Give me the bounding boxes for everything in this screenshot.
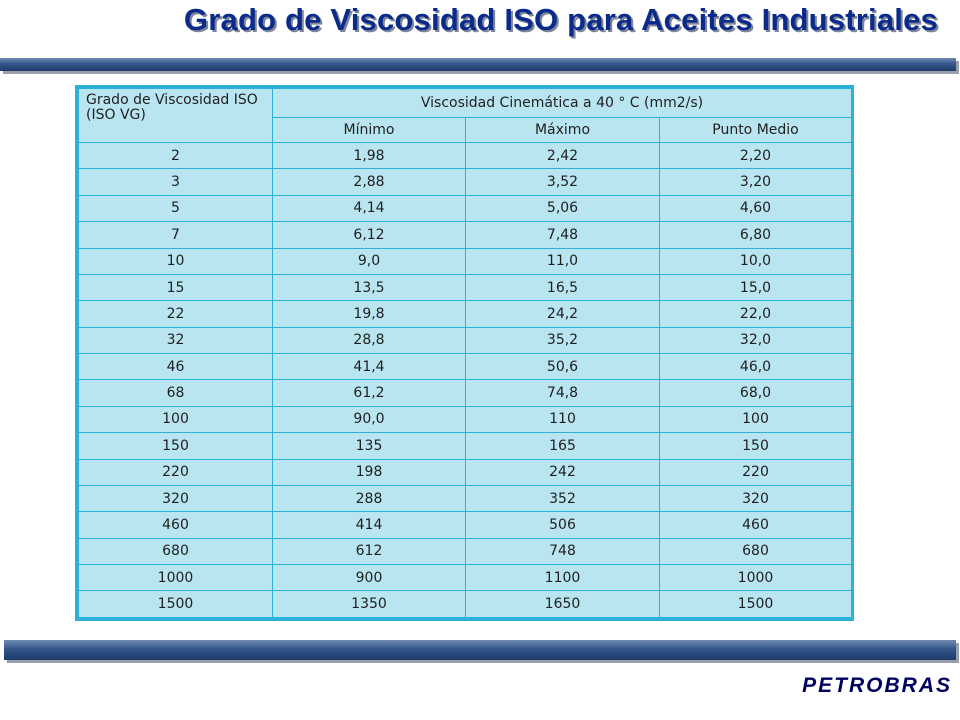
table-row — [79, 301, 852, 327]
cell-grade: 3 — [79, 169, 273, 195]
table-row — [79, 433, 852, 459]
cell-grade: 680 — [79, 538, 273, 564]
table-row — [79, 538, 852, 564]
cell-grade: 1500 — [79, 591, 273, 618]
cell-midpoint: 150 — [660, 433, 852, 459]
cell-maximum: 110 — [466, 406, 660, 432]
table-row — [79, 195, 852, 221]
cell-grade: 10 — [79, 248, 273, 274]
viscosity-table-container — [75, 85, 854, 621]
cell-minimum: 900 — [273, 565, 466, 591]
cell-minimum: 28,8 — [273, 327, 466, 353]
cell-midpoint: 1500 — [660, 591, 852, 618]
table-row — [79, 274, 852, 300]
header-midpoint: Punto Medio — [660, 118, 852, 143]
cell-minimum: 135 — [273, 433, 466, 459]
cell-maximum: 242 — [466, 459, 660, 485]
cell-maximum: 11,0 — [466, 248, 660, 274]
cell-maximum: 24,2 — [466, 301, 660, 327]
cell-minimum: 61,2 — [273, 380, 466, 406]
cell-maximum: 1650 — [466, 591, 660, 618]
cell-midpoint: 1000 — [660, 565, 852, 591]
cell-maximum: 3,52 — [466, 169, 660, 195]
cell-midpoint: 460 — [660, 512, 852, 538]
table-row — [79, 406, 852, 432]
table-row — [79, 512, 852, 538]
cell-grade: 22 — [79, 301, 273, 327]
slide-title: Grado de Viscosidad ISO para Aceites Industriales — [183, 2, 938, 37]
cell-midpoint: 100 — [660, 406, 852, 432]
cell-minimum: 90,0 — [273, 406, 466, 432]
cell-grade: 2 — [79, 143, 273, 169]
cell-midpoint: 46,0 — [660, 354, 852, 380]
cell-grade: 7 — [79, 222, 273, 248]
table-row — [79, 143, 852, 169]
cell-grade: 460 — [79, 512, 273, 538]
cell-grade: 32 — [79, 327, 273, 353]
cell-maximum: 1100 — [466, 565, 660, 591]
cell-maximum: 506 — [466, 512, 660, 538]
cell-minimum: 612 — [273, 538, 466, 564]
cell-midpoint: 6,80 — [660, 222, 852, 248]
cell-maximum: 16,5 — [466, 274, 660, 300]
table-row — [79, 459, 852, 485]
header-kinematic-viscosity: Viscosidad Cinemática a 40 ° C (mm2/s) — [273, 89, 852, 118]
cell-maximum: 50,6 — [466, 354, 660, 380]
bottom-divider-bar — [4, 640, 956, 660]
cell-minimum: 6,12 — [273, 222, 466, 248]
cell-maximum: 35,2 — [466, 327, 660, 353]
cell-grade: 5 — [79, 195, 273, 221]
cell-midpoint: 3,20 — [660, 169, 852, 195]
cell-minimum: 1350 — [273, 591, 466, 618]
header-maximum: Máximo — [466, 118, 660, 143]
cell-midpoint: 320 — [660, 485, 852, 511]
cell-minimum: 414 — [273, 512, 466, 538]
cell-midpoint: 220 — [660, 459, 852, 485]
cell-grade: 100 — [79, 406, 273, 432]
cell-grade: 46 — [79, 354, 273, 380]
cell-grade: 15 — [79, 274, 273, 300]
table-row — [79, 485, 852, 511]
cell-minimum: 13,5 — [273, 274, 466, 300]
cell-maximum: 74,8 — [466, 380, 660, 406]
cell-minimum: 2,88 — [273, 169, 466, 195]
table-row — [79, 169, 852, 195]
cell-maximum: 352 — [466, 485, 660, 511]
cell-midpoint: 10,0 — [660, 248, 852, 274]
table-row — [79, 565, 852, 591]
cell-grade: 220 — [79, 459, 273, 485]
header-iso-grade: Grado de Viscosidad ISO (ISO VG) — [79, 89, 273, 143]
table-body — [79, 143, 852, 618]
viscosity-table — [78, 88, 852, 618]
table-row — [79, 248, 852, 274]
cell-maximum: 748 — [466, 538, 660, 564]
cell-midpoint: 32,0 — [660, 327, 852, 353]
cell-grade: 150 — [79, 433, 273, 459]
cell-midpoint: 22,0 — [660, 301, 852, 327]
cell-minimum: 1,98 — [273, 143, 466, 169]
table-row — [79, 354, 852, 380]
cell-midpoint: 15,0 — [660, 274, 852, 300]
cell-minimum: 19,8 — [273, 301, 466, 327]
table-row — [79, 380, 852, 406]
cell-maximum: 5,06 — [466, 195, 660, 221]
cell-maximum: 165 — [466, 433, 660, 459]
cell-grade: 320 — [79, 485, 273, 511]
cell-minimum: 198 — [273, 459, 466, 485]
cell-minimum: 41,4 — [273, 354, 466, 380]
cell-midpoint: 2,20 — [660, 143, 852, 169]
cell-maximum: 7,48 — [466, 222, 660, 248]
cell-grade: 1000 — [79, 565, 273, 591]
table-row — [79, 327, 852, 353]
cell-minimum: 4,14 — [273, 195, 466, 221]
petrobras-logo: PETROBRAS — [802, 674, 952, 697]
cell-midpoint: 68,0 — [660, 380, 852, 406]
cell-midpoint: 680 — [660, 538, 852, 564]
top-divider-bar — [0, 58, 956, 71]
table-row — [79, 591, 852, 618]
cell-minimum: 9,0 — [273, 248, 466, 274]
header-minimum: Mínimo — [273, 118, 466, 143]
cell-midpoint: 4,60 — [660, 195, 852, 221]
cell-grade: 68 — [79, 380, 273, 406]
table-row — [79, 222, 852, 248]
cell-maximum: 2,42 — [466, 143, 660, 169]
cell-minimum: 288 — [273, 485, 466, 511]
